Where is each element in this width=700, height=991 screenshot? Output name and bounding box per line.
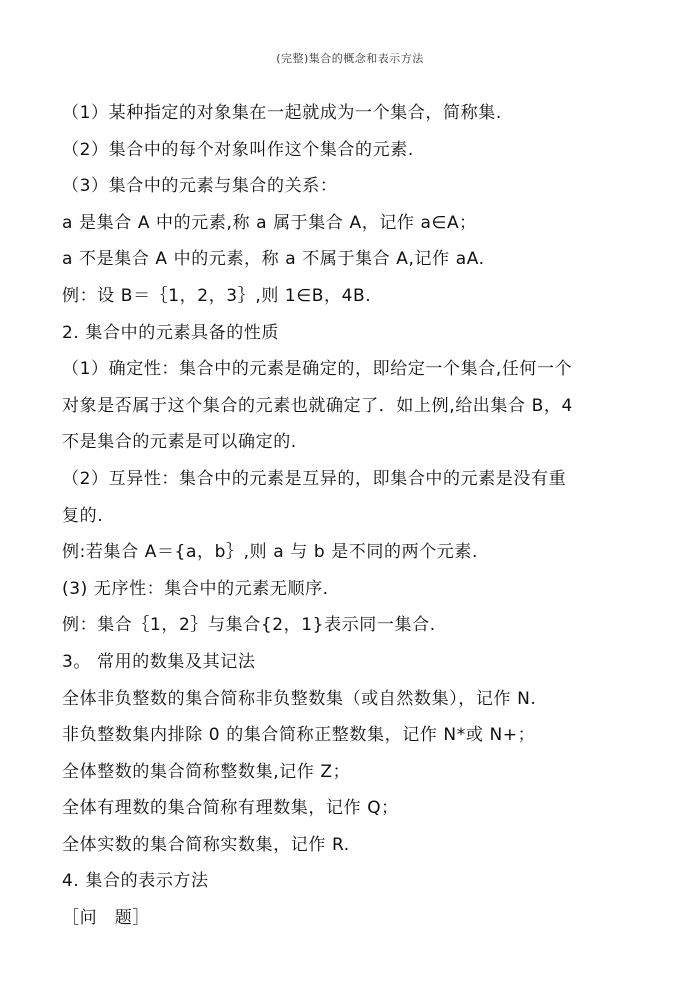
section-heading: 2. 集合中的元素具备的性质 xyxy=(62,322,280,343)
section-heading: 3。 常用的数集及其记法 xyxy=(62,651,256,672)
text-line: 复的. xyxy=(62,505,104,526)
text-line: 对象是否属于这个集合的元素也就确定了．如上例,给出集合 B，4 xyxy=(62,395,573,416)
text-line: 例：设 B＝｛1，2，3｝,则 1∈B，4B. xyxy=(62,285,372,306)
text-line: （2）集合中的每个对象叫作这个集合的元素. xyxy=(62,139,414,160)
text-line: 全体有理数的集合简称有理数集，记作 Q； xyxy=(62,798,399,819)
text-line: (3) 无序性：集合中的元素无顺序. xyxy=(62,578,329,599)
text-line: 例：集合｛1，2｝与集合{2，1}表示同一集合. xyxy=(62,615,436,636)
text-line: 非负整数集内排除 0 的集合简称正整数集，记作 N*或 N+； xyxy=(62,725,536,746)
text-line: （2）互异性：集合中的元素是互异的，即集合中的元素是没有重 xyxy=(62,468,567,489)
text-line: 全体整数的集合简称整数集,记作 Z； xyxy=(62,761,351,782)
text-line: 例:若集合 A＝{a，b｝,则 a 与 b 是不同的两个元素. xyxy=(62,542,479,563)
text-line: （1）某种指定的对象集在一起就成为一个集合，简称集. xyxy=(62,103,502,123)
page-header: (完整)集合的概念和表示方法 xyxy=(276,52,424,65)
document-body xyxy=(62,95,662,937)
text-line: 不是集合的元素是可以确定的. xyxy=(62,432,297,453)
text-line: （3）集合中的元素与集合的关系： xyxy=(62,176,338,197)
text-line: a 是集合 A 中的元素,称 a 属于集合 A，记作 a∈A； xyxy=(62,212,477,233)
text-line: 全体实数的集合简称实数集，记作 R. xyxy=(62,834,350,855)
text-line: 全体非负整数的集合简称非负整数集（或自然数集），记作 N. xyxy=(62,688,537,709)
text-line: （1）确定性：集合中的元素是确定的，即给定一个集合,任何一个 xyxy=(62,359,573,380)
section-heading: 4. 集合的表示方法 xyxy=(62,871,209,892)
text-line: a 不是集合 A 中的元素，称 a 不属于集合 A,记作 aA. xyxy=(62,249,485,270)
question-label: ［问 题］ xyxy=(62,908,150,929)
